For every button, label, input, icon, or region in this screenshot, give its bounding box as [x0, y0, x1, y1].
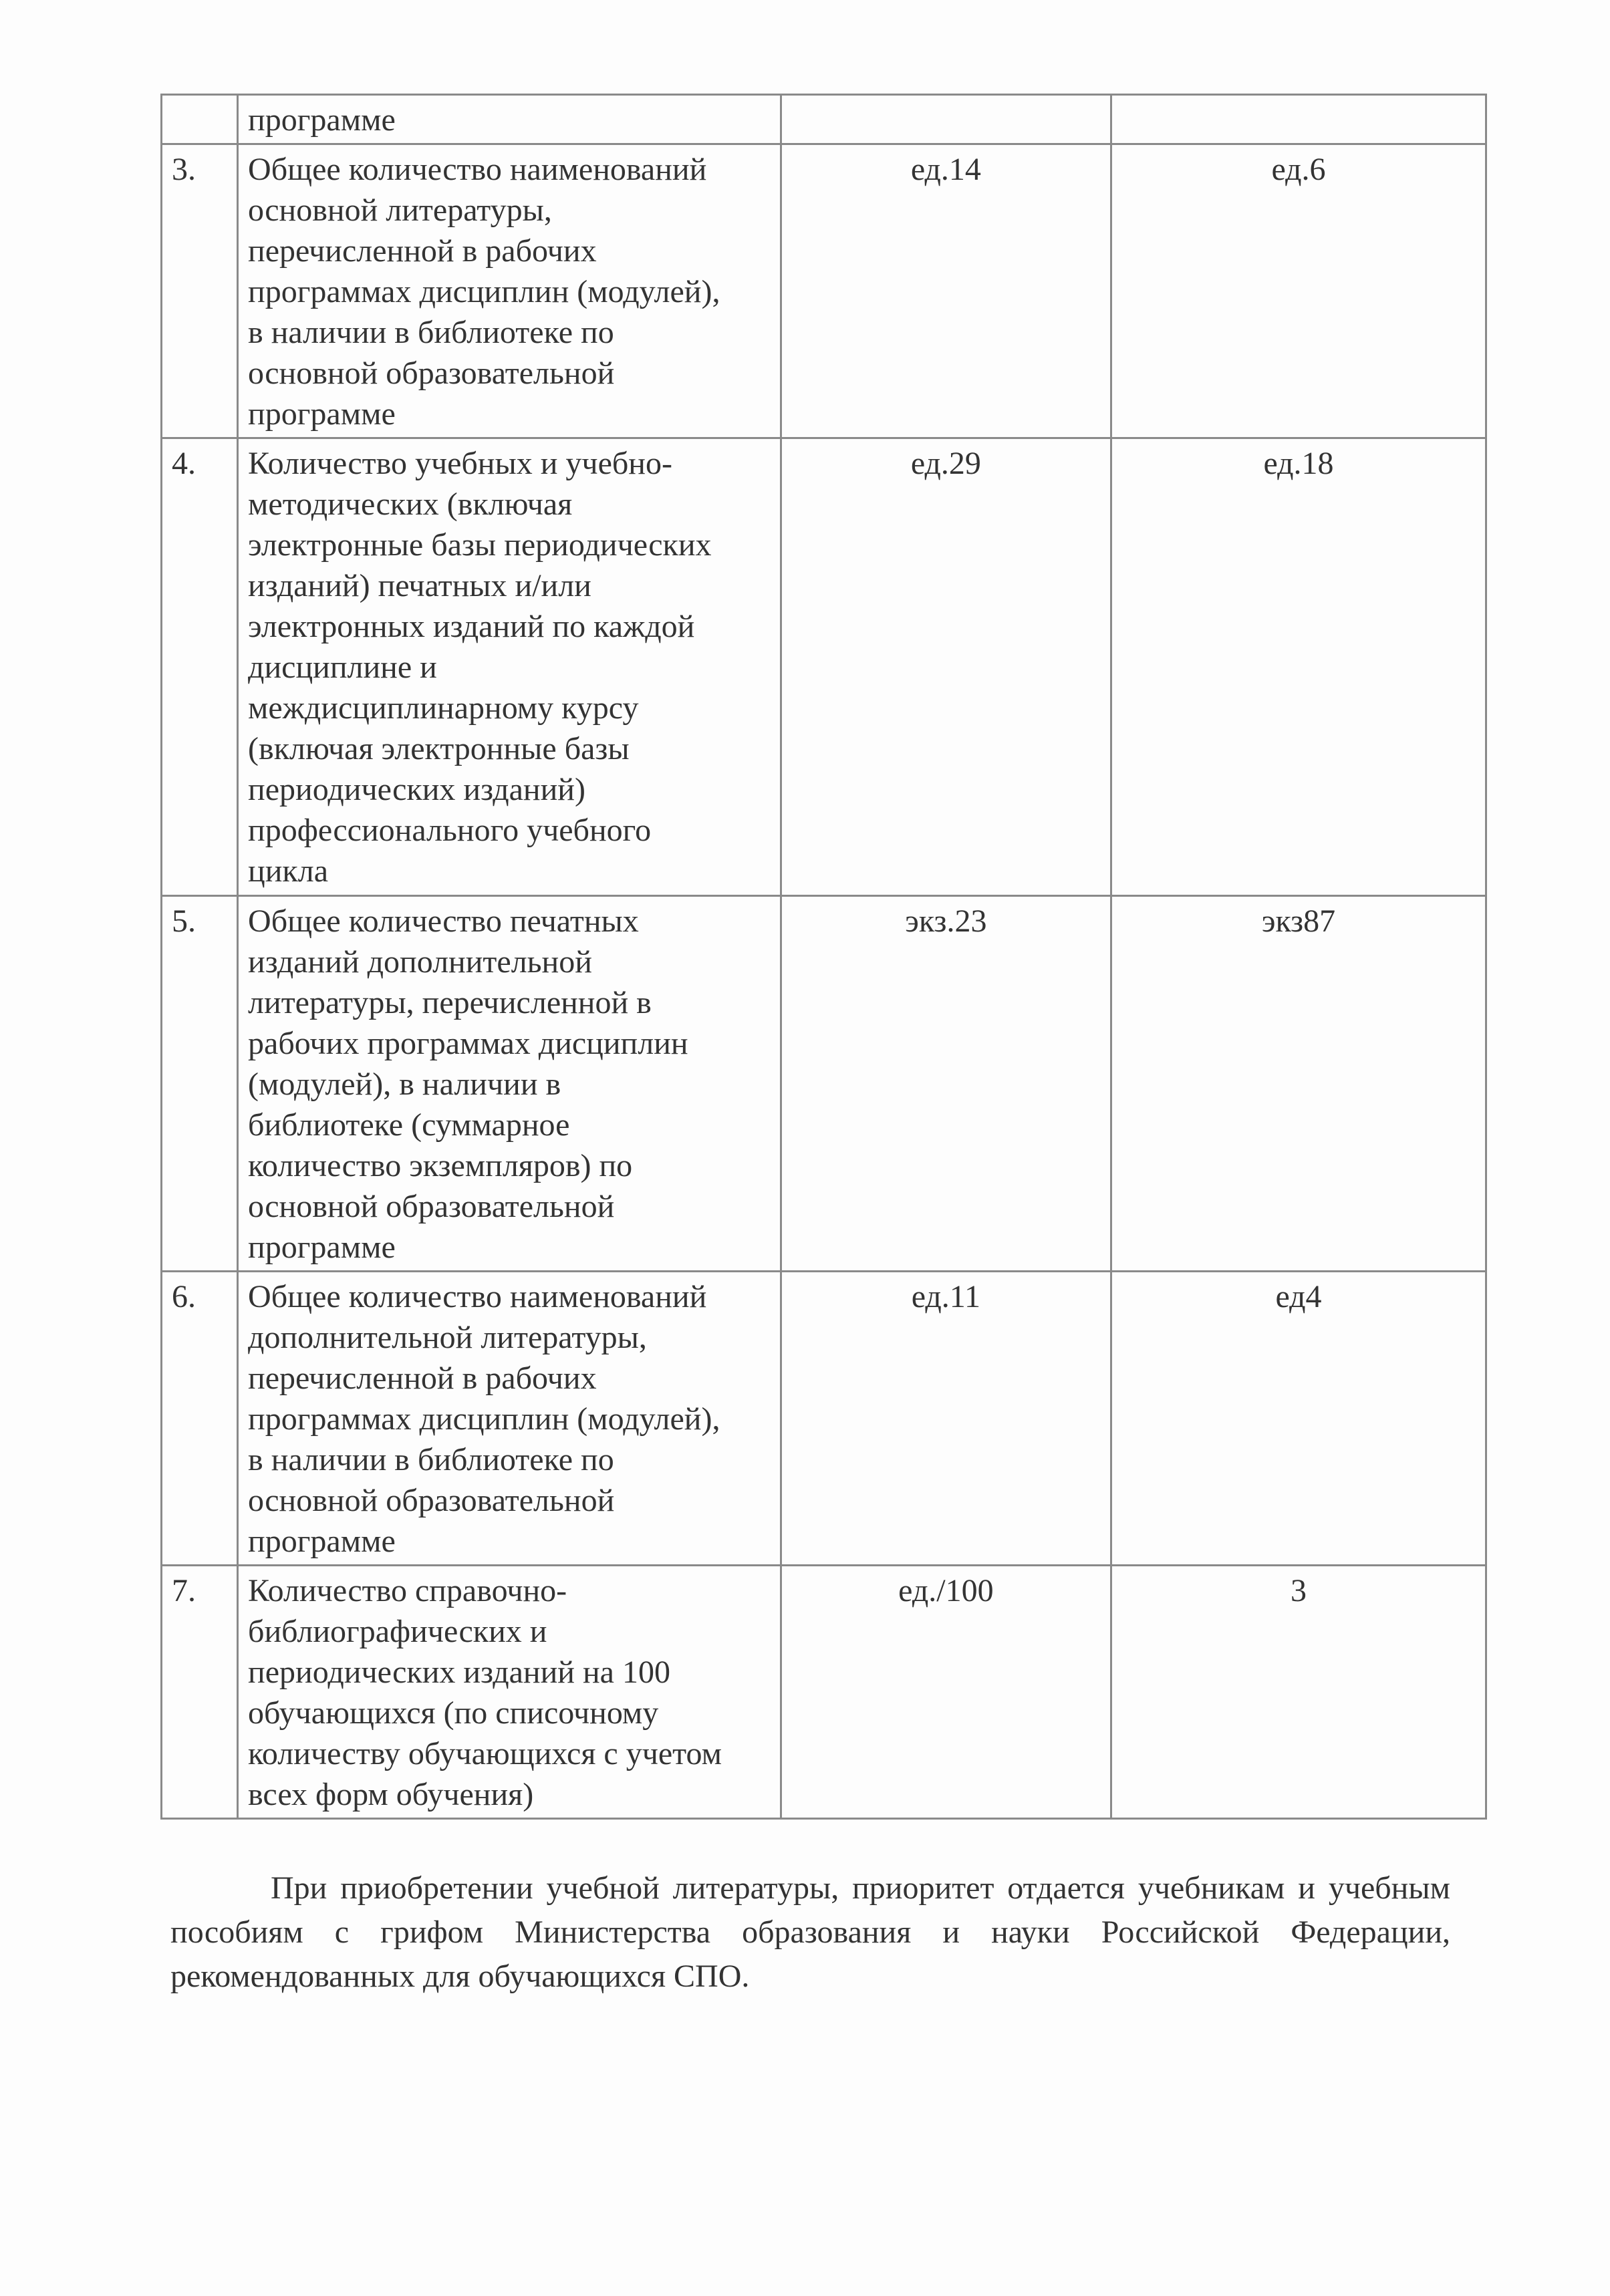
row-value-1 — [781, 95, 1111, 144]
row-value-1: ед.29 — [781, 438, 1111, 896]
table-row — [162, 1566, 1486, 1819]
row-indicator: Общее количество наименований основной литературы, перечисленной в рабочих программах дисциплин (модулей), в наличии в библиотеке по основной образовательной программе — [238, 144, 781, 438]
row-value-2: экз87 — [1111, 896, 1486, 1272]
row-indicator: Количество справочно- библиографических и периодических изданий на 100 обучающихся (по списочному количеству обучающихся с учетом всех форм обучения) — [238, 1566, 781, 1819]
footnote-paragraph: При приобретении учебной литературы, приоритет отдается учебникам и учебным пособиям с грифом Министерства образования и науки Российской Федерации, рекомендованных для обучающихся СПО. — [170, 1870, 1450, 1994]
row-number: 5. — [162, 896, 238, 1272]
row-number — [162, 95, 238, 144]
row-value-2: ед.18 — [1111, 438, 1486, 896]
row-value-2 — [1111, 95, 1486, 144]
row-value-1: ед./100 — [781, 1566, 1111, 1819]
row-number: 4. — [162, 438, 238, 896]
row-value-2: 3 — [1111, 1566, 1486, 1819]
table-row — [162, 896, 1486, 1272]
row-number: 6. — [162, 1272, 238, 1566]
row-number: 7. — [162, 1566, 238, 1819]
library-resources-table — [160, 94, 1487, 1820]
table-row — [162, 95, 1486, 144]
row-indicator: Общее количество печатных изданий дополнительной литературы, перечисленной в рабочих программах дисциплин (модулей), в наличии в библиотеке (суммарное количество экземпляров) по основной образовательной программе — [238, 896, 781, 1272]
table-row — [162, 438, 1486, 896]
row-value-2: ед4 — [1111, 1272, 1486, 1566]
row-value-2: ед.6 — [1111, 144, 1486, 438]
row-number: 3. — [162, 144, 238, 438]
row-value-1: экз.23 — [781, 896, 1111, 1272]
row-value-1: ед.14 — [781, 144, 1111, 438]
row-value-1: ед.11 — [781, 1272, 1111, 1566]
row-indicator: Количество учебных и учебно- методических (включая электронные базы периодических изданий) печатных и/или электронных изданий по каждой дисциплине и междисциплинарному курсу (включая электронные базы периодических изданий) профессионального учебного цикла — [238, 438, 781, 896]
row-indicator: программе — [238, 95, 781, 144]
table-row — [162, 1272, 1486, 1566]
row-indicator: Общее количество наименований дополнительной литературы, перечисленной в рабочих программах дисциплин (модулей), в наличии в библиотеке по основной образовательной программе — [238, 1272, 781, 1566]
table-row — [162, 144, 1486, 438]
